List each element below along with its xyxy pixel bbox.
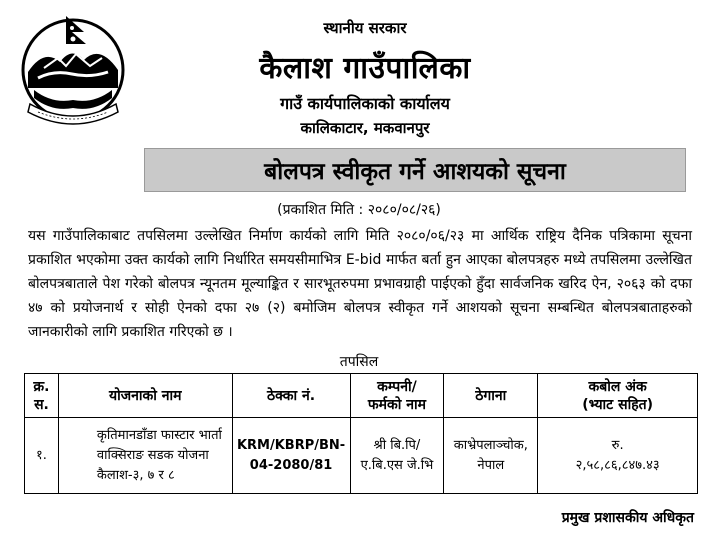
tender-table (24, 373, 698, 494)
cell-address: काभ्रेपलाञ्चोक, नेपाल (444, 418, 538, 494)
local-government-label: स्थानीय सरकार (323, 19, 407, 37)
published-date: (प्रकाशित मिति : २०८०/०८/२६) (277, 202, 441, 218)
header-address: ठेगाना (444, 374, 538, 418)
notice-title: बोलपत्र स्वीकृत गर्ने आशयको सूचना (144, 148, 686, 192)
table-header-row (25, 374, 698, 418)
header-contract-no: ठेक्का नं. (232, 374, 350, 418)
cell-bid-amount: रु. २,५८,८६,८४७.४३ (538, 418, 698, 494)
header-sn: क्र. स. (25, 374, 59, 418)
office-name: गाउँ कार्यपालिकाको कार्यालय (280, 94, 450, 113)
nepal-government-emblem-icon (14, 8, 132, 126)
header-bid-amount: कबोल अंक (भ्याट सहित) (538, 374, 698, 418)
table-row (25, 418, 698, 494)
office-address: कालिकाटार, मकवानपुर (300, 119, 430, 137)
header-project: योजनाको नाम (58, 374, 232, 418)
cell-sn: १. (25, 418, 59, 494)
header-company: कम्पनी/ फर्मको नाम (350, 374, 444, 418)
cell-project: कृतिमानडाँडा फास्टार भार्ता वाक्सिराङ सडक योजना कैलाश-३, ७ र ८ (58, 418, 232, 494)
schedule-label: तपसिल (339, 354, 379, 370)
municipality-name: कैलाश गाउँपालिका (259, 51, 471, 86)
cell-company: श्री बि.पि/ ए.बि.एस जे.भि (350, 418, 444, 494)
signatory-title: प्रमुख प्रशासकीय अधिकृत (561, 510, 694, 526)
cell-contract-no: KRM/KBRP/BN- 04-2080/81 (232, 418, 350, 494)
notice-body: यस गाउँपालिकाबाट तपसिलमा उल्लेखित निर्माण कार्यको लागि मिति २०८०/०६/२३ मा आर्थिक राष्ट्रिय दैनिक पत्रिकामा सूचना प्रकाशित भएकोमा उक्त कार्यको लागि निर्धारित समयसीमाभित्र E-bid मार्फत बर्ता हुन आएका बोलपत्रहरु मध्ये तपसिलमा उल्लेखित बोलपत्रबाताले पेश गरेको बोलपत्र न्यूनतम मूल्याङ्कित र सारभूतरुपमा प्रभावग्राही पाईएको हुँदा सार्वजनिक खरिद ऐन, २०६३ को दफा ४७ को प्रयोजनार्थ र सोही ऐनको दफा २७ (२) बमोजिम बोलपत्र स्वीकृत गर्ने आशयको सूचना सम्बन्धित बोलपत्रबाताहरुको जानकारीको लागि प्रकाशित गरिएको छ । (28, 228, 692, 340)
